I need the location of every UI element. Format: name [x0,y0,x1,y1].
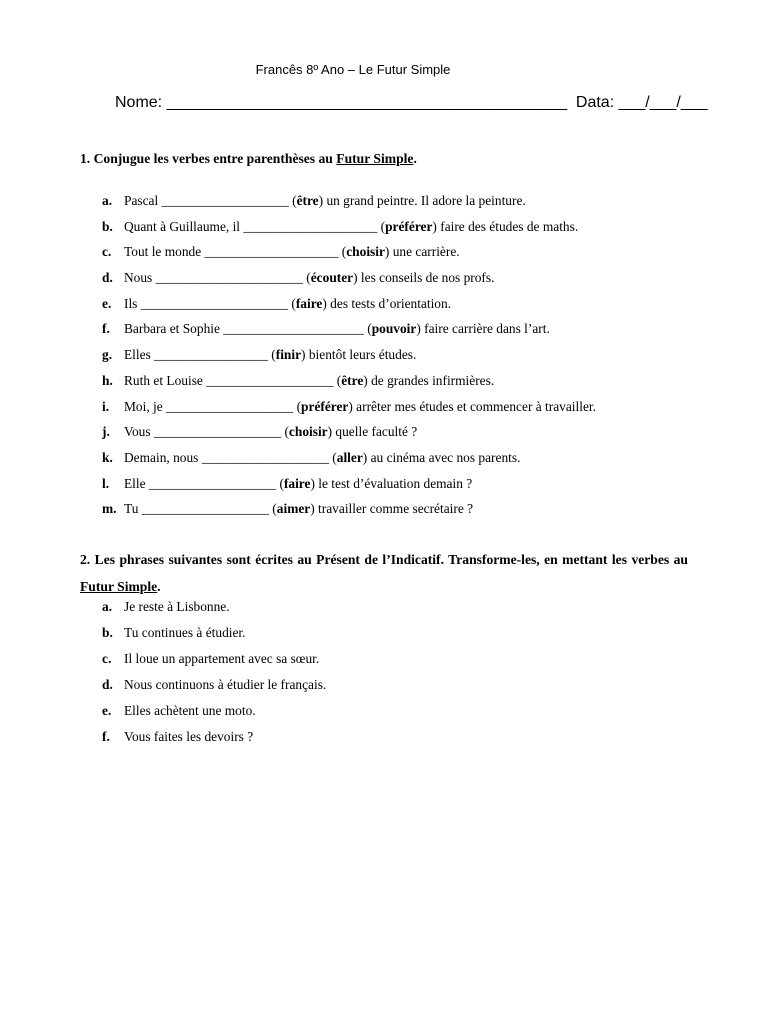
item-verb: choisir [288,424,328,440]
item-letter: k. [102,449,113,465]
item-text: Quant à Guillaume, il ____________________ ( [124,218,386,234]
list-item [102,270,702,296]
item-verb: être [341,372,364,388]
section-2-heading-underlined: Futur Simple [80,579,158,594]
item-verb: faire [295,295,323,311]
name-date-line [115,94,708,112]
item-verb: aimer [276,501,311,517]
item-rest: ) arrêter mes études et commencer à travailler. [348,398,596,414]
list-item [102,450,702,476]
item-text: Elles _________________ ( [124,347,276,363]
item-text: Moi, je ___________________ ( [124,398,302,414]
list-item [102,424,702,450]
list-item [102,193,702,219]
section-2-list [102,599,702,755]
item-verb: être [296,193,319,208]
item-text: Ils ______________________ ( [124,295,296,311]
item-letter: d. [102,270,113,286]
item-text: Elle ___________________ ( [124,475,284,491]
section-2-heading [80,546,688,600]
date-blank: ___/___/___ [618,94,708,111]
worksheet-title: Francês 8º Ano – Le Futur Simple [255,62,451,77]
item-letter: f. [102,321,110,337]
list-item [102,244,702,270]
section-1-heading-end: . [413,151,417,166]
item-text: Vous faites les devoirs ? [124,729,254,744]
item-letter: i. [102,398,110,414]
item-letter: f. [102,729,110,744]
list-item [102,677,702,703]
list-item [102,729,702,755]
item-rest: ) de grandes infirmières. [363,372,495,388]
item-verb: préférer [301,398,349,414]
item-verb: préférer [385,218,433,234]
section-2-heading-end: . [157,579,161,594]
item-letter: j. [102,424,110,440]
item-verb: écouter [310,270,354,286]
list-item [102,651,702,677]
item-verb: finir [275,347,302,363]
item-text: Tu ___________________ ( [124,501,277,517]
item-letter: h. [102,372,113,388]
item-verb: aller [336,449,363,465]
item-text: Nous ______________________ ( [124,270,311,286]
item-text: Pascal ___________________ ( [124,193,297,208]
list-item [102,347,702,373]
item-letter: c. [102,244,112,260]
item-letter: e. [102,703,112,718]
item-text: Demain, nous ___________________ ( [124,449,337,465]
item-rest: ) le test d’évaluation demain ? [310,475,473,491]
section-1-heading [80,151,688,167]
item-text: Ruth et Louise ___________________ ( [124,372,342,388]
section-1-heading-text: 1. Conjugue les verbes entre parenthèses au [80,151,337,166]
date-label: Data: [567,94,619,111]
list-item [102,625,702,651]
list-item [102,219,702,245]
list-item [102,321,702,347]
item-text: Tout le monde ____________________ ( [124,244,347,260]
list-item [102,703,702,729]
item-rest: ) une carrière. [384,244,460,260]
list-item [102,476,702,502]
item-letter: b. [102,218,113,234]
item-text: Nous continuons à étudier le français. [124,677,327,692]
name-blank: _____________________________________________ [166,94,568,111]
item-rest: ) les conseils de nos profs. [353,270,495,286]
item-letter: a. [102,599,113,614]
item-letter: l. [102,475,110,491]
item-letter: b. [102,625,113,640]
item-letter: g. [102,347,113,363]
item-letter: m. [102,501,117,517]
item-rest: ) faire des études de maths. [432,218,579,234]
list-item [102,399,702,425]
list-item [102,501,702,527]
list-item [102,296,702,322]
item-letter: e. [102,295,112,311]
item-text: Elles achètent une moto. [124,703,256,718]
section-2-heading-text: 2. Les phrases suivantes sont écrites au Présent de l’Indicatif. Transforme-les, en mettant les verbes au [80,552,688,567]
item-verb: choisir [346,244,385,260]
item-rest: ) quelle faculté ? [327,424,418,440]
name-label: Nome: [115,94,167,111]
item-verb: faire [283,475,311,491]
item-letter: a. [102,193,113,208]
item-rest: ) travailler comme secrétaire ? [310,501,474,517]
item-text: Tu continues à étudier. [124,625,246,640]
item-letter: d. [102,677,113,692]
item-rest: ) un grand peintre. Il adore la peinture. [318,193,526,208]
item-rest: ) des tests d’orientation. [322,295,452,311]
item-rest: ) faire carrière dans l’art. [416,321,550,337]
list-item [102,373,702,399]
section-1-list [102,193,702,527]
section-1-heading-underlined: Futur Simple [336,151,414,166]
item-text: Il loue un appartement avec sa sœur. [124,651,320,666]
item-letter: c. [102,651,112,666]
list-item [102,599,702,625]
item-text: Barbara et Sophie _____________________ ( [124,321,372,337]
item-verb: pouvoir [371,321,417,337]
item-rest: ) bientôt leurs études. [301,347,417,363]
item-text: Je reste à Lisbonne. [124,599,230,614]
item-text: Vous ___________________ ( [124,424,289,440]
item-rest: ) au cinéma avec nos parents. [362,449,521,465]
